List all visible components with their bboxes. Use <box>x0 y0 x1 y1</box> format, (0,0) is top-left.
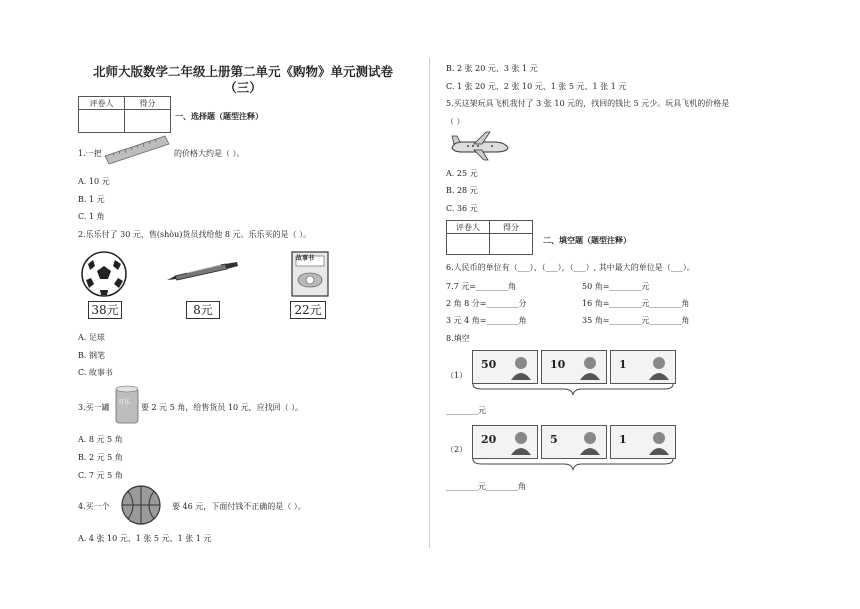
q6-text: 6.人民币的单位有（___）、（___），（___）, 其中最大的单位是（___）。 <box>446 263 695 272</box>
score-table-2 <box>446 220 533 255</box>
q3-option-a[interactable]: A. 8 元 5 角 <box>78 435 123 444</box>
q7-item-3b[interactable]: 35 角=________元________角 <box>582 316 690 325</box>
storybook-label: 故事书 <box>296 255 315 262</box>
q1-option-a[interactable]: A. 10 元 <box>78 177 110 186</box>
q5-option-c[interactable]: C. 36 元 <box>446 204 478 213</box>
banknote-icon <box>472 350 538 384</box>
portrait-icon <box>509 354 533 380</box>
section-heading-choice: 一、选择题（题型注释） <box>175 111 263 121</box>
price-tag-storybook: 22元 <box>290 301 326 319</box>
section-heading-fill: 二、填空题（题型注释） <box>543 235 631 245</box>
portrait-icon <box>647 354 671 380</box>
score-table-cell[interactable] <box>125 110 171 133</box>
q8-part1-answer[interactable]: ________元 <box>446 406 486 415</box>
title-line-1: 北师大版数学二年级上册第二单元《购物》单元测试卷 <box>92 64 393 79</box>
pen-icon <box>165 262 240 284</box>
q1-option-b[interactable]: B. 1 元 <box>78 195 105 204</box>
basketball-icon <box>120 484 162 526</box>
title-line-2: （三） <box>224 80 262 95</box>
score-table-1 <box>78 96 171 133</box>
banknote-value: 10 <box>550 358 566 371</box>
score-table-cell[interactable] <box>490 234 533 255</box>
q3-option-b[interactable]: B. 2 元 5 角 <box>78 453 123 462</box>
q3-option-c[interactable]: C. 7 元 5 角 <box>78 471 123 480</box>
q7-item-3a[interactable]: 3 元 4 角=________角 <box>446 316 527 325</box>
score-table-header-score: 得分 <box>490 221 533 234</box>
banknote-value: 1 <box>619 433 627 446</box>
score-table-cell[interactable] <box>79 110 125 133</box>
q7-item-1b[interactable]: 50 角=________元 <box>582 282 650 291</box>
toy-airplane-icon <box>448 130 510 162</box>
banknote-value: 1 <box>619 358 627 371</box>
portrait-icon <box>647 429 671 455</box>
q7-item-1a[interactable]: 7.7 元=________角 <box>446 282 516 291</box>
q3-text-post: 要 2 元 5 角，给售货员 10 元，应找回（ ）。 <box>141 403 304 412</box>
q5-option-a[interactable]: A. 25 元 <box>446 169 478 178</box>
portrait-icon <box>578 429 602 455</box>
q4-option-a[interactable]: A. 4 张 10 元、1 张 5 元、1 张 1 元 <box>78 534 212 543</box>
q1-option-c[interactable]: C. 1 角 <box>78 212 105 221</box>
banknote-value: 50 <box>481 358 497 371</box>
q4-option-c[interactable]: C. 1 张 20 元、2 张 10 元、1 张 5 元、1 张 1 元 <box>446 82 627 91</box>
q1-text-pre: 1.一把 <box>78 149 102 158</box>
score-table-header-grader: 评卷人 <box>79 97 125 110</box>
cola-can-label: 可乐 <box>118 399 131 406</box>
portrait-icon <box>509 429 533 455</box>
portrait-icon <box>578 354 602 380</box>
banknote-value: 20 <box>481 433 497 446</box>
q1-text-post: 的价格大约是（ ）。 <box>174 149 245 158</box>
q2-option-a[interactable]: A. 足球 <box>78 333 105 342</box>
q8-part1-label: （1） <box>446 371 468 380</box>
q2-option-b[interactable]: B. 钢笔 <box>78 351 105 360</box>
q2-text: 2.乐乐付了 30 元，售(shòu)货员找给他 8 元。乐乐买的是（ ）。 <box>78 230 312 239</box>
banknote-icon <box>541 425 607 459</box>
score-table-header-score: 得分 <box>125 97 171 110</box>
q5-option-b[interactable]: B. 28 元 <box>446 186 478 195</box>
banknote-icon <box>610 425 676 459</box>
q7-item-2b[interactable]: 16 角=________元________角 <box>582 299 690 308</box>
q2-option-c[interactable]: C. 故事书 <box>78 368 113 377</box>
q3-text-pre: 3.买一罐 <box>78 403 110 412</box>
price-tag-pen: 8元 <box>186 301 220 319</box>
banknote-icon <box>541 350 607 384</box>
q7-item-2a[interactable]: 2 角 8 分=________分 <box>446 299 527 308</box>
ruler-icon <box>103 134 171 164</box>
score-table-header-grader: 评卷人 <box>447 221 490 234</box>
q8-label: 8.填空 <box>446 334 470 343</box>
q4-text-post: 要 46 元，下面付钱不正确的是（ ）。 <box>172 502 306 511</box>
banknote-icon <box>610 350 676 384</box>
q4-text-pre: 4.买一个 <box>78 502 110 511</box>
q5-text: 5.买这架玩具飞机我付了 3 张 10 元的，找回的钱比 5 元少。玩具飞机的价格是 <box>446 99 730 108</box>
q4-option-b[interactable]: B. 2 张 20 元、3 张 1 元 <box>446 64 538 73</box>
q5-answer-blank[interactable]: （ ） <box>446 117 465 126</box>
banknote-icon <box>472 425 538 459</box>
q8-part2-label: （2） <box>446 445 468 454</box>
page-title <box>78 64 408 96</box>
brace-icon <box>472 383 674 397</box>
football-icon <box>80 250 128 298</box>
price-tag-football: 38元 <box>88 301 122 319</box>
brace-icon <box>472 458 674 472</box>
column-divider <box>429 58 430 548</box>
score-table-cell[interactable] <box>447 234 490 255</box>
banknote-value: 5 <box>550 433 558 446</box>
q8-part2-answer[interactable]: ________元________角 <box>446 482 526 491</box>
